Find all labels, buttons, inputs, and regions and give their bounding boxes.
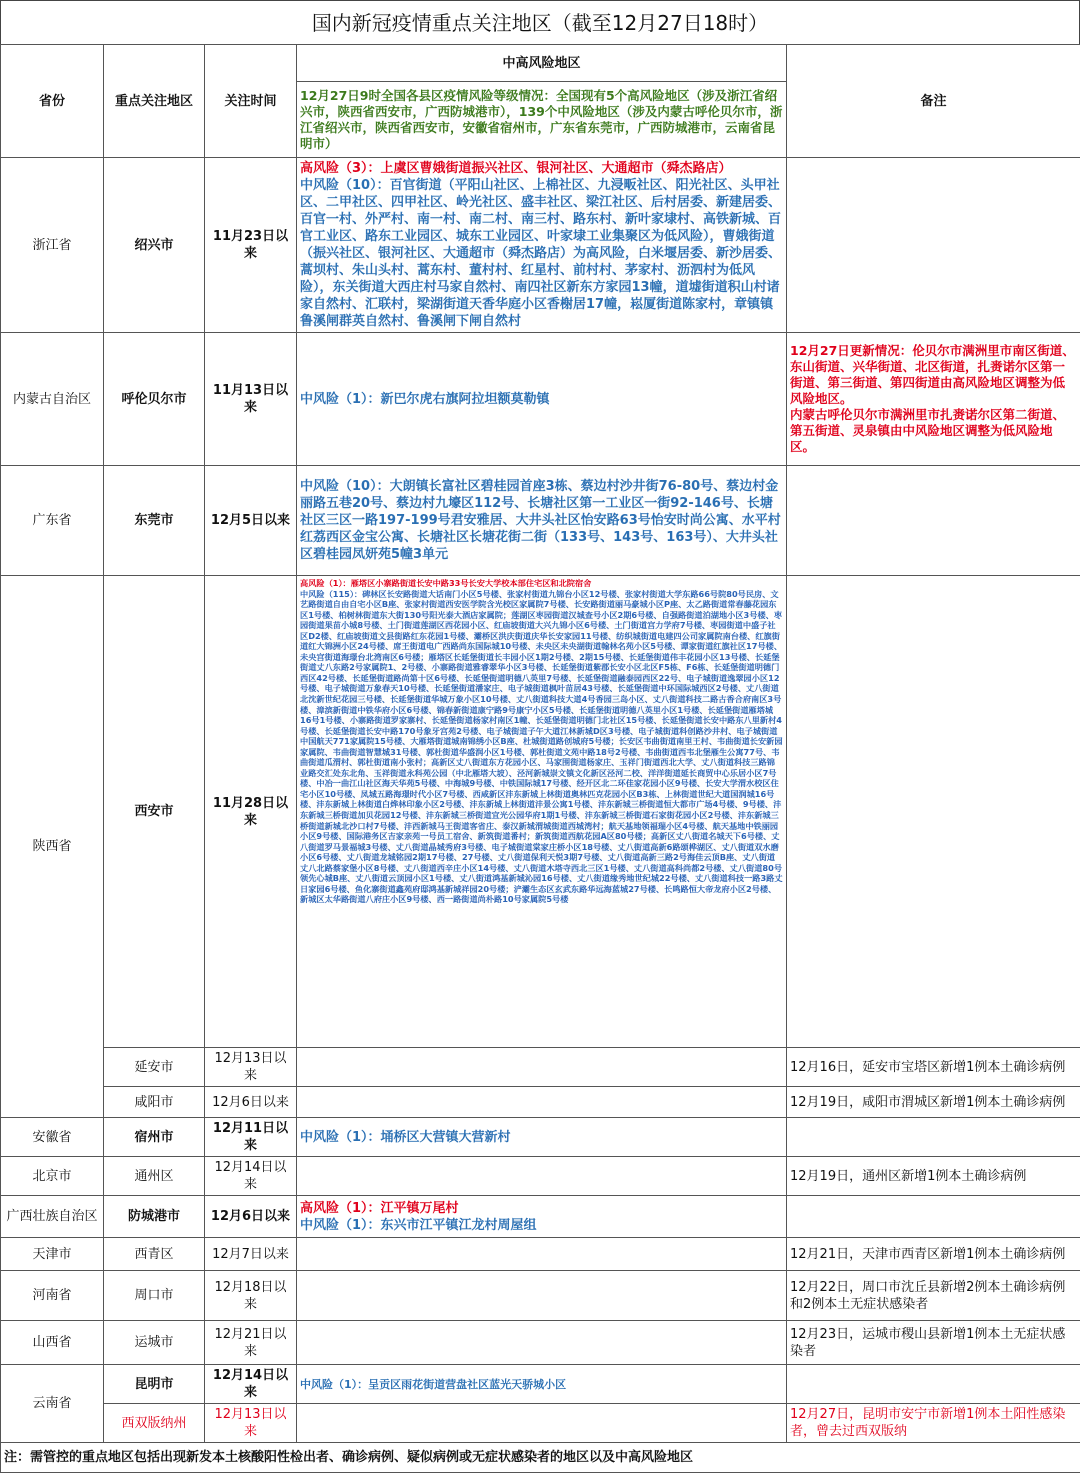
table-row — [1, 576, 1080, 1048]
risk-cell — [297, 1087, 787, 1118]
high-risk-text: 高风险（1）：江平镇万尾村 — [300, 1200, 783, 1217]
time-cell: 12月5日以来 — [205, 466, 297, 576]
province-cell: 陕西省 — [1, 576, 104, 1118]
province-cell: 广东省 — [1, 466, 104, 576]
mid-risk-text: 中风险（1）：埇桥区大营镇大营新村 — [297, 1118, 787, 1157]
risk-cell — [297, 158, 787, 333]
time-cell: 12月14日以来 — [205, 1365, 297, 1404]
note-cell — [787, 466, 1080, 576]
table-row — [1, 158, 1080, 333]
mid-risk-text: 中风险（10）：百官街道（平阳山社区、上棉社区、九浸畈社区、阳光社区、头甲社区、二甲社区、四甲社区、岭光社区、盛丰社区、梁江社区、后村居委、新建居委、百官一村、外严村、南一村、南二村、南三村、路东村、新叶家埭村、高铁新城、百官工业区、路东工业园区、城东工业园区、叶家埭工业集聚区为低风险），曹娥街道（振兴社区、银河社区、大通超市（舜杰路店）为高风险，白米堰居委、新沙居委、蒿坝村、朱山头村、蒿东村、董村村、红星村、前村村、茅家村、沥泗村为低风险），东关街道大西庄村马家自然村、南四社区新东方家园13幢，道墟街道积山村诸家自然村、汇联村，梁湖街道天香华庭小区香榭居17幢，崧厦街道陈家村，章镇镇鲁溪闸群英自然村、鲁溪闸下闸自然村 — [300, 177, 783, 330]
risk-cell — [297, 1238, 787, 1271]
risk-cell — [297, 576, 787, 1048]
header-area: 重点关注地区 — [104, 45, 205, 158]
time-cell: 12月6日以来 — [205, 1196, 297, 1238]
time-cell: 12月7日以来 — [205, 1238, 297, 1271]
table-row — [1, 1087, 1080, 1118]
area-cell: 西安市 — [104, 576, 205, 1048]
area-cell: 延安市 — [104, 1048, 205, 1087]
note-cell: 12月16日，延安市宝塔区新增1例本土确诊病例 — [787, 1048, 1080, 1087]
note-cell — [787, 1196, 1080, 1238]
province-cell: 安徽省 — [1, 1118, 104, 1157]
province-cell: 北京市 — [1, 1157, 104, 1196]
note-cell: 12月27日，昆明市安宁市新增1例本土阳性感染者，曾去过西双版纳 — [787, 1404, 1080, 1443]
time-cell: 12月13日以来 — [205, 1048, 297, 1087]
note-cell: 12月21日，天津市西青区新增1例本土确诊病例 — [787, 1238, 1080, 1271]
time-cell: 12月18日以来 — [205, 1271, 297, 1321]
table-row — [1, 1238, 1080, 1271]
risk-cell — [297, 1271, 787, 1321]
mid-risk-text: 中风险（115）：碑林区长安路街道大话南门小区5号楼、张家村街道九锦台小区12号楼、张家村街道大学东路66号院80号民房、文艺路街道自由自宅小区B座、张家村街道西安医学院含光校区家属院7号楼、长安路街道丽马豪城小区P座、太乙路街道常春藤花园东区1号楼、柏树林街道东大街130号阳光泰大酒店家属院；莲湖区枣园街道汉城查号小区2期6号楼、自强路街道泊湖地小区3号楼、枣园街道果苗小城8号楼、土门街道莲湖区西花园小区、红庙坡街道大兴九锦小区6号楼、土门街道宫力学府7号楼、枣园街道中盛子社区D2楼、红庙坡街道文县街路红东花园1号楼、灞桥区洪庆街道庆华长安家园11号楼、纺织城街道电建四公司家属院南台楼、红旗街道红大锦洲小区24号楼、席王街道电广西路尚东国际城10号楼、未央区未央湖街道翰林名苑小区5号楼、谭家街道红旗社区17号楼、未央宫街道海璟台北湾南区6号楼；雁塔区长延堡街道长丰园小区1期2号楼、2期15号楼、长延堡街道伟丰花园小区13号楼、长延堡街道丈八东路2号家属院1、2号楼、小寨路街道雅睿翠华小区3号楼、长延堡街道紫郡长安小区北区F5栋、F6栋、长延堡街道明德门西区42号楼、长延堡街道路尚第十区6号楼、长延堡街道明德八英里7号楼、长延堡街道融泰园西区22号、电子城街道逸翠园小区12号楼、电子城街道万象春天10号楼、长延堡街道潘家庄、电子城街道枫叶苗居43号楼、长延堡街道中环国际城西区2号楼、丈八街道北沈新世纪花园三号楼、长延堡街道华城万象小区10号楼、丈八街道科技大道4号香园三岛小区、丈八街道科技二路古香合府南区3号楼、漳滨新街道中铁华府小区6号楼、锦春新街道康宁路9号康宁小区5号楼、长延堡街道明德八英里小区1号楼、长延堡街道雁塔城16号1号楼、小寨路街道罗家寨村、长延堡街道杨家村南区1幢、长延堡街道明德门北社区15号楼、长延堡街道长安中路东八里新村4号楼、长延堡街道长安中路170号象牙宫苑2号楼、电子城街道子午大道江林新城D区3号楼、电子城街道科创路沙井村、电子城街道中国航天771家属院15号楼、大雁塔街道城南锦绣小区B座、杜城街道路创城府5号楼；长安区韦曲街道南里王村、韦曲街道长安新园家属院、韦曲街道智慧城31号楼、郭杜街道华盛润小区1号楼、郭杜街道文苑中路18号2号楼、韦曲街道西韦北堡雁生公寓77号、韦曲街道瓜渭村、郭杜街道南小张村；高新区丈八街道东方花园小区、马家围街道杨家庄、玉祥门街道西北大学、丈八街道科技三路锦业路交汇处东北角、玉祥街道永科苑公园（中北雁塔大坡）、泾河新城崇文镇文化新区泾河二校、洋洋街道延长商贸中心乐居小区7号楼、中冶一曲江山社区海天华苑5号楼、中海城9号楼、中铁国际城17号楼、经开区北二环佳家花园小区9号楼、长安大学渭水校区住宅小区10号楼、凤城五路海璟时代小区7号楼、西咸新区沣东新城上林街道奥林匹克花园小区B3栋、上林街道世纪大道国润城16号楼、沣东新城上林街道白烨林印象小区2号楼、沣东新城上林街道沣景公寓1号楼、沣东新城三桥街道恒大都市广场4号楼、9号楼、沣东新城三桥街道加贝花园12号楼、沣东新城三桥街道宜光公园华府1期1号楼、沣东新城三桥街道石家街花园小区2号楼、沣东新城三桥街道新城北沙口村7号楼、沣西新城马王街道客省庄、泰汉新城渭城街道西城湾村；航天基地领福瑞小区4号楼、航天基地中铁丽园小区9号楼、国际港务区吉家亲苑一号员工宿舍、新筑街道番村；新筑街道西航花园A区80号楼；高新区丈八街道名城天下6号楼、丈八街道罗马景福城3号楼、丈八街道晶城秀府3号楼、电子城街道棠家庄桥小区18号楼、丈八街道高新6路颂桦湖区、丈八街道双水磨小区6号楼、丈八街道龙城铭园2期17号楼、27号楼、丈八街道保利天悦3期7号楼、丈八街道高新三路2号海佳云顶B座、丈八街道丈八北路蔡家堡小区8号楼、丈八街道西辛庄小区14号楼、丈八街道木塔寺西北三区1号楼、丈八街道高科尚都2号楼、丈八街道80号领先心城B座、丈八街道云顶园小区1号楼、丈八街道鸿基新城沁园16号楼、丈八街道缘秀地世纪城22号楼、丈八街道科技一路3路丈日家园6号楼、鱼化寨街道鑫苑府邸鸿基新城祥园20号楼；浐灞生态区玄武东路华远海蓝城27号楼、长鸣路恒大帝龙府小区2号楼、新城区太华路街道八府庄小区9号楼、西一路街道尚朴路10号家属院5号楼 — [300, 589, 783, 905]
high-risk-text: 高风险（1）：雁塔区小寨路街道长安中路33号长安大学校本部住宅区和北院宿舍 — [300, 578, 783, 589]
note-cell — [787, 576, 1080, 1048]
note-cell — [787, 1365, 1080, 1404]
footer-row — [1, 1443, 1080, 1473]
province-cell: 内蒙古自治区 — [1, 333, 104, 466]
high-risk-text: 高风险（3）：上虞区曹娥街道振兴社区、银河社区、大通超市（舜杰路店） — [300, 160, 783, 177]
risk-table — [0, 44, 1080, 1473]
province-cell: 云南省 — [1, 1365, 104, 1443]
table-row — [1, 1196, 1080, 1238]
area-cell: 西青区 — [104, 1238, 205, 1271]
header-risk: 中高风险地区 — [297, 45, 787, 82]
area-cell: 运城市 — [104, 1321, 205, 1365]
province-cell: 广西壮族自治区 — [1, 1196, 104, 1238]
mid-risk-text: 中风险（1）：呈贡区雨花街道营盘社区蓝光天骄城小区 — [297, 1365, 787, 1404]
table-row — [1, 1365, 1080, 1404]
province-cell: 浙江省 — [1, 158, 104, 333]
note-cell — [787, 1118, 1080, 1157]
area-cell: 绍兴市 — [104, 158, 205, 333]
footer-note: 注：需管控的重点地区包括出现新发本土核酸阳性检出者、确诊病例、疑似病例或无症状感染者的地区以及中高风险地区 — [1, 1443, 1080, 1473]
time-cell: 12月11日以来 — [205, 1118, 297, 1157]
table-row — [1, 1157, 1080, 1196]
time-cell: 12月21日以来 — [205, 1321, 297, 1365]
header-province: 省份 — [1, 45, 104, 158]
risk-cell — [297, 1157, 787, 1196]
table-row — [1, 1271, 1080, 1321]
time-cell: 11月23日以来 — [205, 158, 297, 333]
table-row — [1, 333, 1080, 466]
area-cell: 宿州市 — [104, 1118, 205, 1157]
area-cell: 通州区 — [104, 1157, 205, 1196]
time-cell: 12月6日以来 — [205, 1087, 297, 1118]
province-cell: 河南省 — [1, 1271, 104, 1321]
time-cell: 11月13日以来 — [205, 333, 297, 466]
province-cell: 天津市 — [1, 1238, 104, 1271]
mid-risk-text: 中风险（10）：大朗镇长富社区碧桂园首座3栋、蔡边村沙井街76-80号、蔡边村金丽路五巷20号、蔡边村九壕区112号、长塘社区第一工业区一街92-146号、长塘社区三区一路197-199号君安雅居、大井头社区怡安路63号怡安时尚公寓、水平村红荔西区金宝公寓、长塘社区长塘花街二街（133号、143号、163号）、大井头社区碧桂园凤妍苑5幢3单元 — [297, 466, 787, 576]
table-row — [1, 466, 1080, 576]
time-cell: 12月14日以来 — [205, 1157, 297, 1196]
summary-text: 12月27日9时全国各县区疫情风险等级情况：全国现有5个高风险地区（涉及浙江省绍兴市，陕西省西安市，广西防城港市），139个中风险地区（涉及内蒙古呼伦贝尔市，浙江省绍兴市，陕西省西安市，安徽省宿州市，广东省东莞市，广西防城港市，云南省昆明市） — [297, 82, 787, 158]
header-note: 备注 — [787, 45, 1080, 158]
area-cell: 咸阳市 — [104, 1087, 205, 1118]
mid-risk-text: 中风险（1）：东兴市江平镇江龙村周屋组 — [300, 1217, 783, 1234]
note-cell: 12月27日更新情况：伦贝尔市满洲里市南区街道、东山街道、兴华街道、北区街道，扎赉诺尔区第一街道、第三街道、第四街道由高风险地区调整为低风险地区。 内蒙古呼伦贝尔市满洲里市扎赉诺尔区第二街道、第五街道、灵泉镇由中风险地区调整为低风险地区。 — [787, 333, 1080, 466]
area-cell: 东莞市 — [104, 466, 205, 576]
area-cell: 西双版纳州 — [104, 1404, 205, 1443]
risk-cell — [297, 1048, 787, 1087]
area-cell: 呼伦贝尔市 — [104, 333, 205, 466]
note-cell: 12月22日，周口市沈丘县新增2例本土确诊病例和2例本土无症状感染者 — [787, 1271, 1080, 1321]
time-cell: 11月28日以来 — [205, 576, 297, 1048]
province-cell: 山西省 — [1, 1321, 104, 1365]
note-cell: 12月19日，咸阳市渭城区新增1例本土确诊病例 — [787, 1087, 1080, 1118]
note-cell: 12月19日，通州区新增1例本土确诊病例 — [787, 1157, 1080, 1196]
area-cell: 周口市 — [104, 1271, 205, 1321]
mid-risk-text: 中风险（1）：新巴尔虎右旗阿拉坦额莫勒镇 — [297, 333, 787, 466]
header-row — [1, 45, 1080, 82]
note-cell: 12月23日，运城市稷山县新增1例本土无症状感染者 — [787, 1321, 1080, 1365]
table-row — [1, 1404, 1080, 1443]
note-cell — [787, 158, 1080, 333]
risk-cell — [297, 1321, 787, 1365]
page-title: 国内新冠疫情重点关注地区（截至12月27日18时） — [0, 0, 1080, 44]
table-row — [1, 1048, 1080, 1087]
time-cell: 12月13日以来 — [205, 1404, 297, 1443]
area-cell: 防城港市 — [104, 1196, 205, 1238]
area-cell: 昆明市 — [104, 1365, 205, 1404]
table-row — [1, 1321, 1080, 1365]
risk-cell — [297, 1196, 787, 1238]
risk-cell — [297, 1404, 787, 1443]
header-time: 关注时间 — [205, 45, 297, 158]
table-row — [1, 1118, 1080, 1157]
